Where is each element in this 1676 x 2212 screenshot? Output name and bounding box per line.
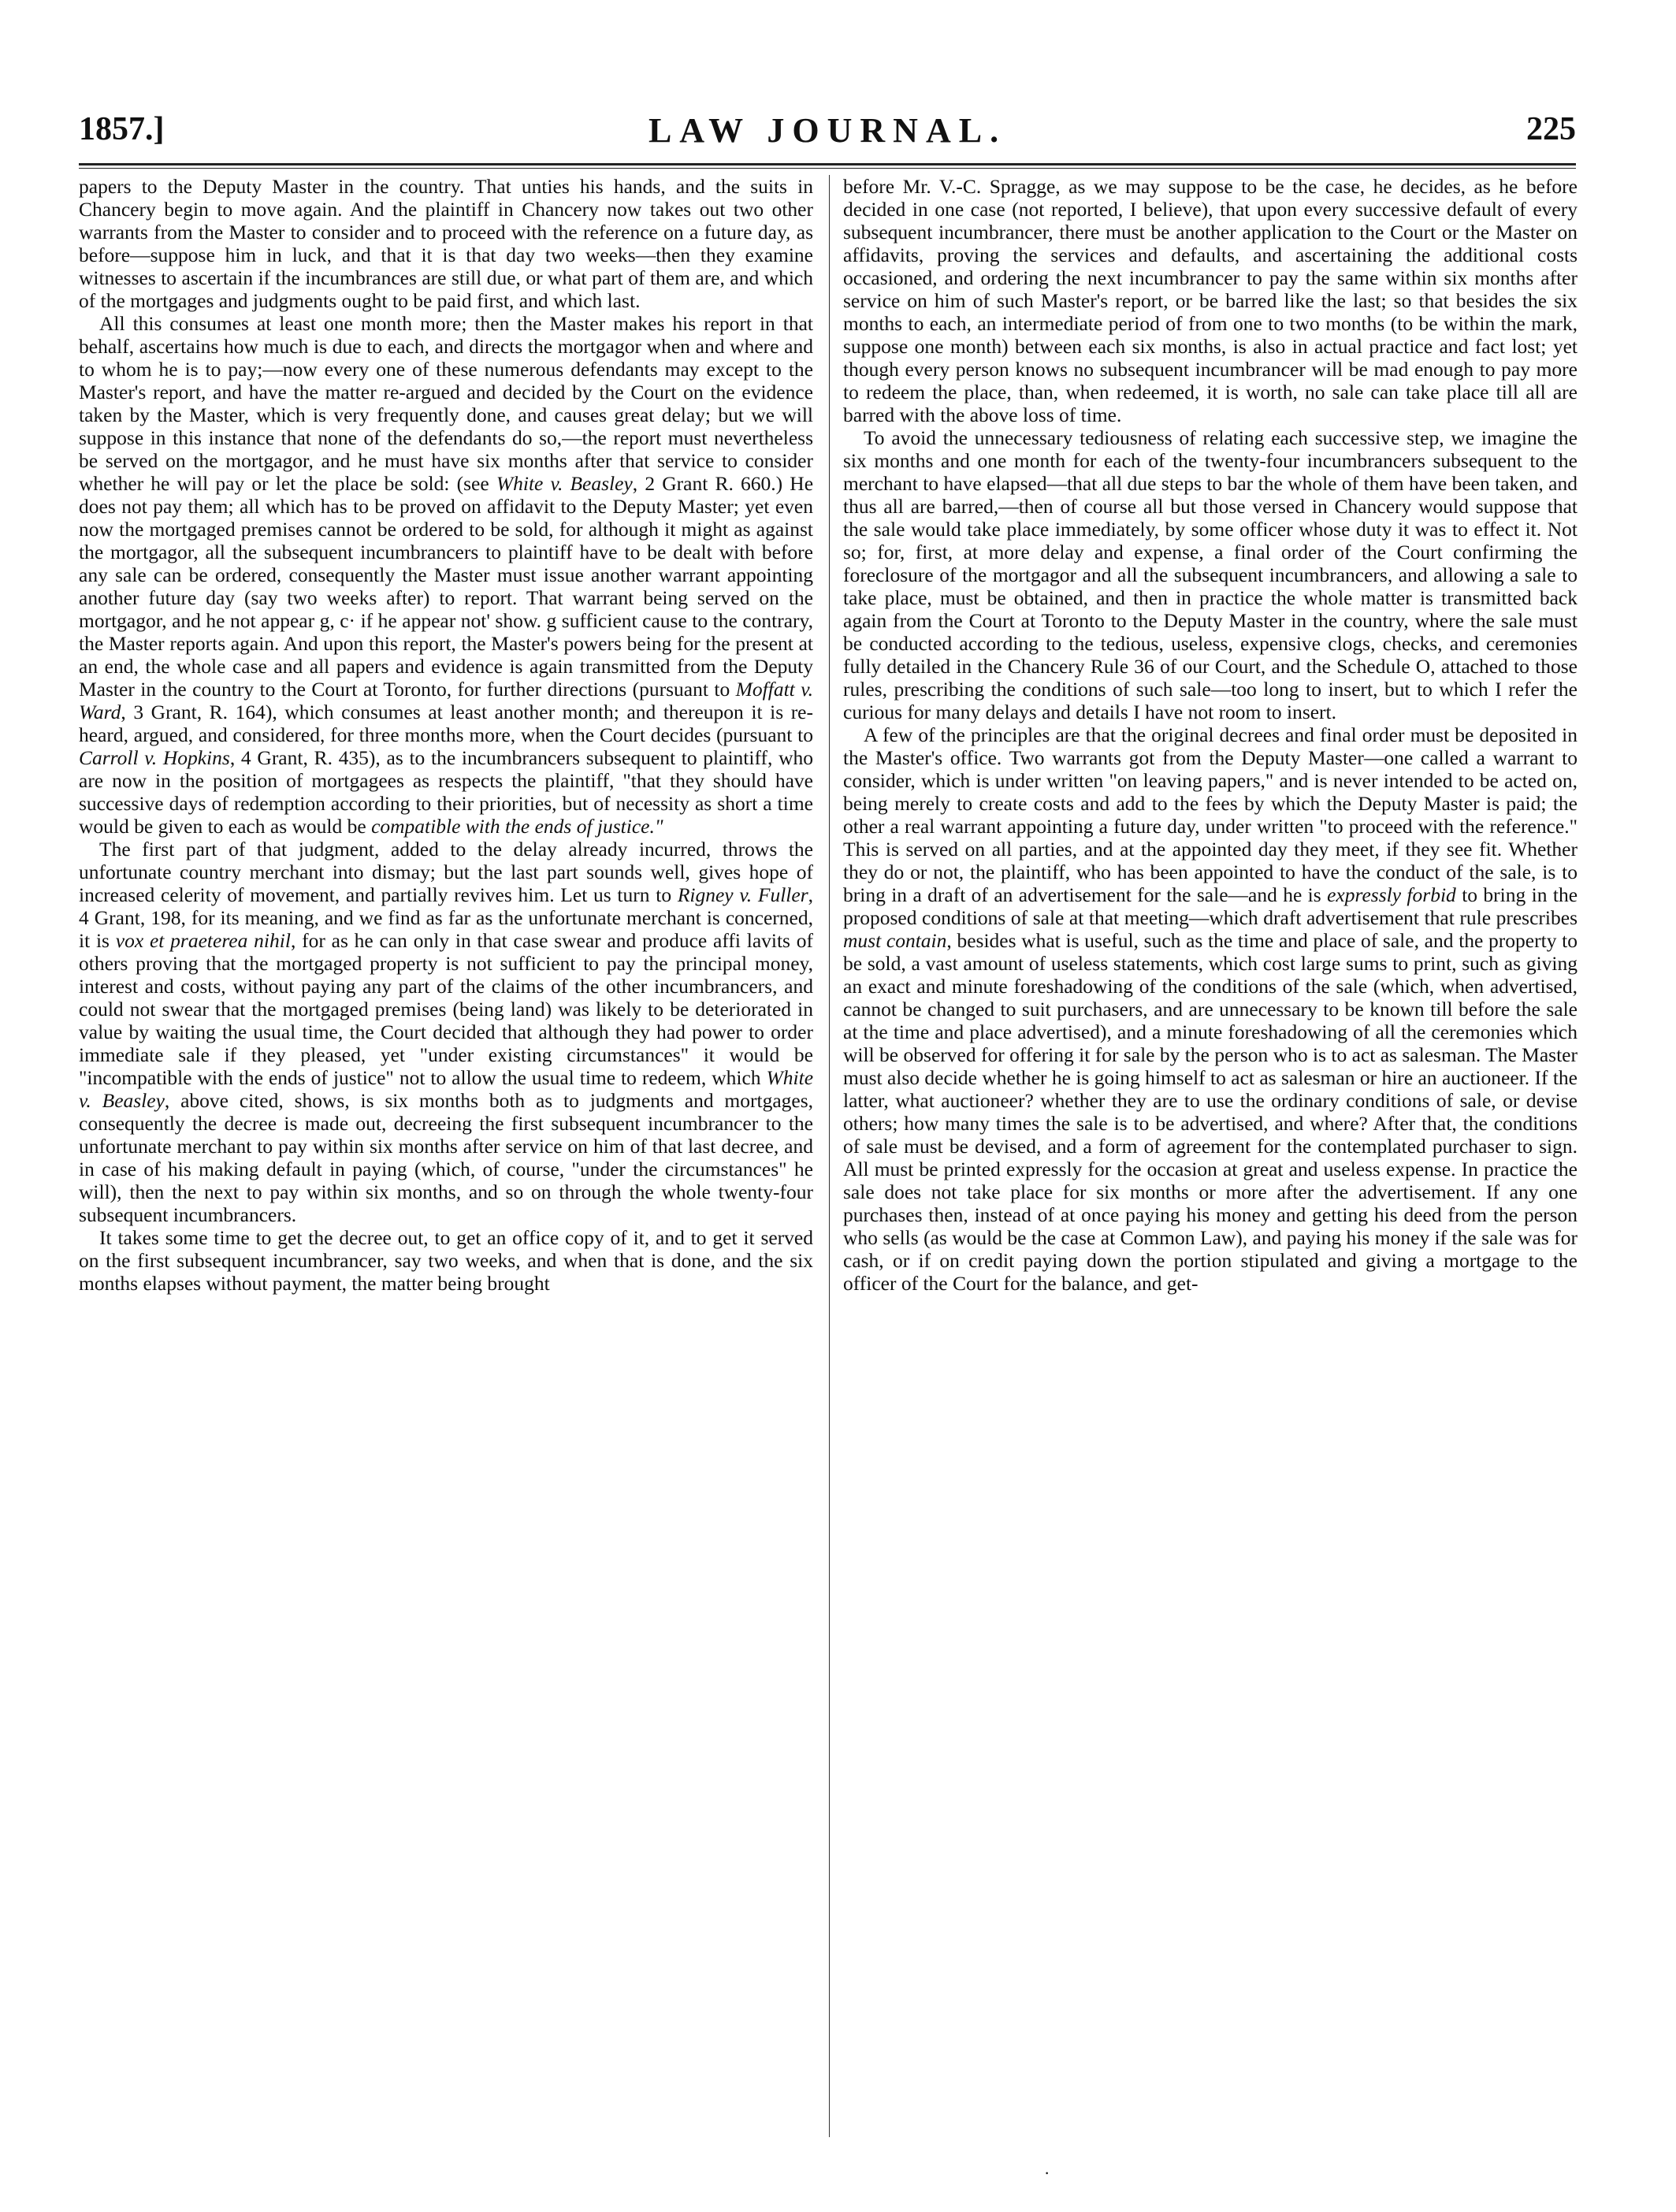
latin-phrase: vox et praeterea nihil xyxy=(115,929,291,952)
paragraph: A few of the principles are that the original decrees and final order must be deposited in the Master's office. Two warrants got from the Deputy Master—one called a warrant to consider, which is under written "on leaving papers," and is never intended to be acted on, being merely to create costs and add to the fees by which the Deputy Master is paid; the other a real warrant appointing a future day, under written "to proceed with the reference." This is served on all parties, and at the appointed day they meet, if they see fit. Whether they do or not, the plaintiff, who has been appointed to have the conduct of the sale, is to bring in a draft of an advertisement for the sale—and he is expressly forbid to bring in the proposed conditions of sale at that meeting—which draft advertisement that rule prescribes must contain, besides what is useful, such as the time and place of sale, and the property to be sold, a vast amount of useless statements, which cost large sums to print, such as giving an exact and minute foreshadowing of the conditions of the sale (which, when advertised, cannot be changed to suit purchasers, and are unnecessary to be known till before the sale at the time and place advertised), and a minute foreshadowing of all the ceremonies which will be observed for offering it for sale by the person who is to act as salesman. The Master must also decide whether he is going himself to act as salesman or hire an auctioneer. If the latter, what auctioneer? whether they are to use the ordinary conditions of sale, or devise others; how many times the sale is to be advertised, and where? After that, the conditions of sale must be devised, and a form of agreement for the contemplated purchaser to sign. All must be printed expressly for the occasion at great and useless expense. In practice the sale does not take place for six months or more after the advertisement. If any one purchases then, instead of at once paying his money and getting his deed from the person who sells (as would be the case at Common Law), and paying his money if the sale was for cash, or if on credit paying down the portion stipulated and giving a mortgage to the officer of the Court for the balance, and get- xyxy=(843,723,1578,1295)
header-page-number: 225 xyxy=(1526,111,1576,147)
paragraph: All this consumes at least one month more; then the Master makes his report in that behalf, ascertains how much is due to each, and directs the mortgagor when and where and to whom he is to pay;—now every one of these numerous defendants may except to the Master's report, and have the matter re-argued and decided by the Court on the evidence taken by the Master, which is very frequently done, and causes great delay; but we will suppose in this instance that none of the defendants do so,—the report must nevertheless be served on the mortgagor, and he must have six months after that service to consider whether he will pay or let the place be sold: (see White v. Beasley, 2 Grant R. 660.) He does not pay them; all which has to be proved on affidavit to the Deputy Master; yet even now the mortgaged premises cannot be ordered to be sold, for although it might as against the mortgagor, all the subsequent incumbrancers to plaintiff have to be dealt with before any sale can be ordered, consequently the Master must issue another warrant appointing another future day (say two weeks after) to report. That warrant being served on the mortgagor, and he not appear g, c· if he appear not' show. g sufficient cause to the contrary, the Master reports again. And upon this report, the Master's powers being for the present at an end, the whole case and all papers and evidence is again transmitted from the Deputy Master in the country to the Court at Toronto, for further directions (pursuant to Moffatt v. Ward, 3 Grant, R. 164), which consumes at least another month; and thereupon it is re-heard, argued, and considered, for three months more, when the Court decides (pursuant to Carroll v. Hopkins, 4 Grant, R. 435), as to the incumbrancers subsequent to plaintiff, who are now in the position of mortgagees as respects the plaintiff, "that they should have successive days of redemption according to their priorities, but of necessity as short a time would be given to each as would be compatible with the ends of justice." xyxy=(79,312,813,838)
case-citation: Rigney v. Fuller xyxy=(677,883,808,906)
running-header xyxy=(79,110,1576,165)
paragraph: It takes some time to get the decree out, to get an office copy of it, and to get it served on the first subsequent incumbrancer, say two weeks, and when that is done, and the six months elapses without payment, the matter being brought xyxy=(79,1226,813,1295)
case-citation: Carroll v. Hopkins xyxy=(79,746,230,769)
paragraph: before Mr. V.-C. Spragge, as we may suppose to be the case, he decides, as he before decided in one case (not reported, I believe), that upon every successive default of every subsequent incumbrancer, there must be another application to the Court or the Master on affidavits, proving the services and defaults, and ascertaining the additional costs occasioned, and ordering the next incumbrancer to pay the same within six months after service on him of such Master's report, or be barred like the last; so that besides the six months to each, an intermediate period of from one to two months (to be within the mark, suppose one month) between each six months, is also in actual practice and fact lost; yet though every person knows no subsequent incumbrancer will be mad enough to pay more to redeem the place, than, when redeemed, it is worth, no sale can take place till all are barred with the above loss of time. xyxy=(843,175,1578,426)
header-rule xyxy=(79,163,1576,165)
emphasis: must contain xyxy=(843,929,947,952)
case-citation: White v. Beasley xyxy=(79,1066,813,1112)
header-year: 1857.] xyxy=(79,111,165,147)
header-rule-thin xyxy=(79,168,1576,169)
quoted-phrase: compatible with the ends of justice." xyxy=(371,815,663,838)
emphasis: expressly forbid xyxy=(1327,883,1456,906)
case-citation: White v. Beasley xyxy=(496,472,633,495)
header-title: LAW JOURNAL. xyxy=(648,111,1007,150)
paragraph: The first part of that judgment, added to the delay already incurred, throws the unfortunate country merchant into dismay; but the last part sounds well, gives hope of increased celerity of movement, and partially revives him. Let us turn to Rigney v. Fuller, 4 Grant, 198, for its meaning, and we find as far as the unfortunate merchant is concerned, it is vox et praeterea nihil, for as he can only in that case swear and produce affi lavits of others proving that the mortgaged property is not sufficient to pay the principal money, interest and costs, without paying any part of the claims of the other incumbrancers, and could not swear that the mortgaged premises (being land) was likely to be deteriorated in value by waiting the usual time, the Court decided that although they had power to order immediate sale if they pleased, yet "under existing circumstances" it would be "incompatible with the ends of justice" not to allow the usual time to redeem, which White v. Beasley, above cited, shows, is six months both as to judgments and mortgages, consequently the decree is made out, decreeing the first subsequent incumbrancer to the unfortunate merchant to pay within six months after service on him of that last decree, and in case of his making default in paying (which, of course, "under the circumstances" he will), then the next to pay within six months, and so on through the whole twenty-four subsequent incumbrancers. xyxy=(79,838,813,1226)
printer-mark: · xyxy=(1044,2163,1050,2183)
column-divider xyxy=(829,175,830,2137)
left-column xyxy=(79,175,813,2137)
paragraph: papers to the Deputy Master in the country. That unties his hands, and the suits in Chancery begin to move again. And the plaintiff in Chancery now takes out two other warrants from the Master to consider and to proceed with the reference on a future day, as before—suppose him in luck, and that it is that day two weeks—then they examine witnesses to ascertain if the incumbrances are still due, or what part of them are, and which of the mortgages and judgments ought to be paid first, and which last. xyxy=(79,175,813,312)
right-column xyxy=(843,175,1578,2137)
case-citation: Moffatt v. Ward xyxy=(79,678,813,723)
paragraph: To avoid the unnecessary tediousness of relating each successive step, we imagine the six months and one month for each of the twenty-four incumbrancers subsequent to the merchant to have elapsed—that all due steps to bar the whole of them have been taken, and thus all are barred,—then of course all but those versed in Chancery would suppose that the sale would take place immediately, by some officer whose duty it was to effect it. Not so; for, first, at more delay and expense, a final order of the Court confirming the foreclosure of the mortgagor and all the subsequent incumbrancers, and allowing a sale to take place, must be obtained, and then in practice the whole matter is transmitted back again from the Court at Toronto to the Deputy Master in the country, where the sale must be conducted according to the tedious, useless, expensive clogs, checks, and ceremonies fully detailed in the Chancery Rule 36 of our Court, and the Schedule O, attached to those rules, prescribing the conditions of such sale—too long to insert, but to which I refer the curious for many delays and details I have not room to insert. xyxy=(843,426,1578,723)
